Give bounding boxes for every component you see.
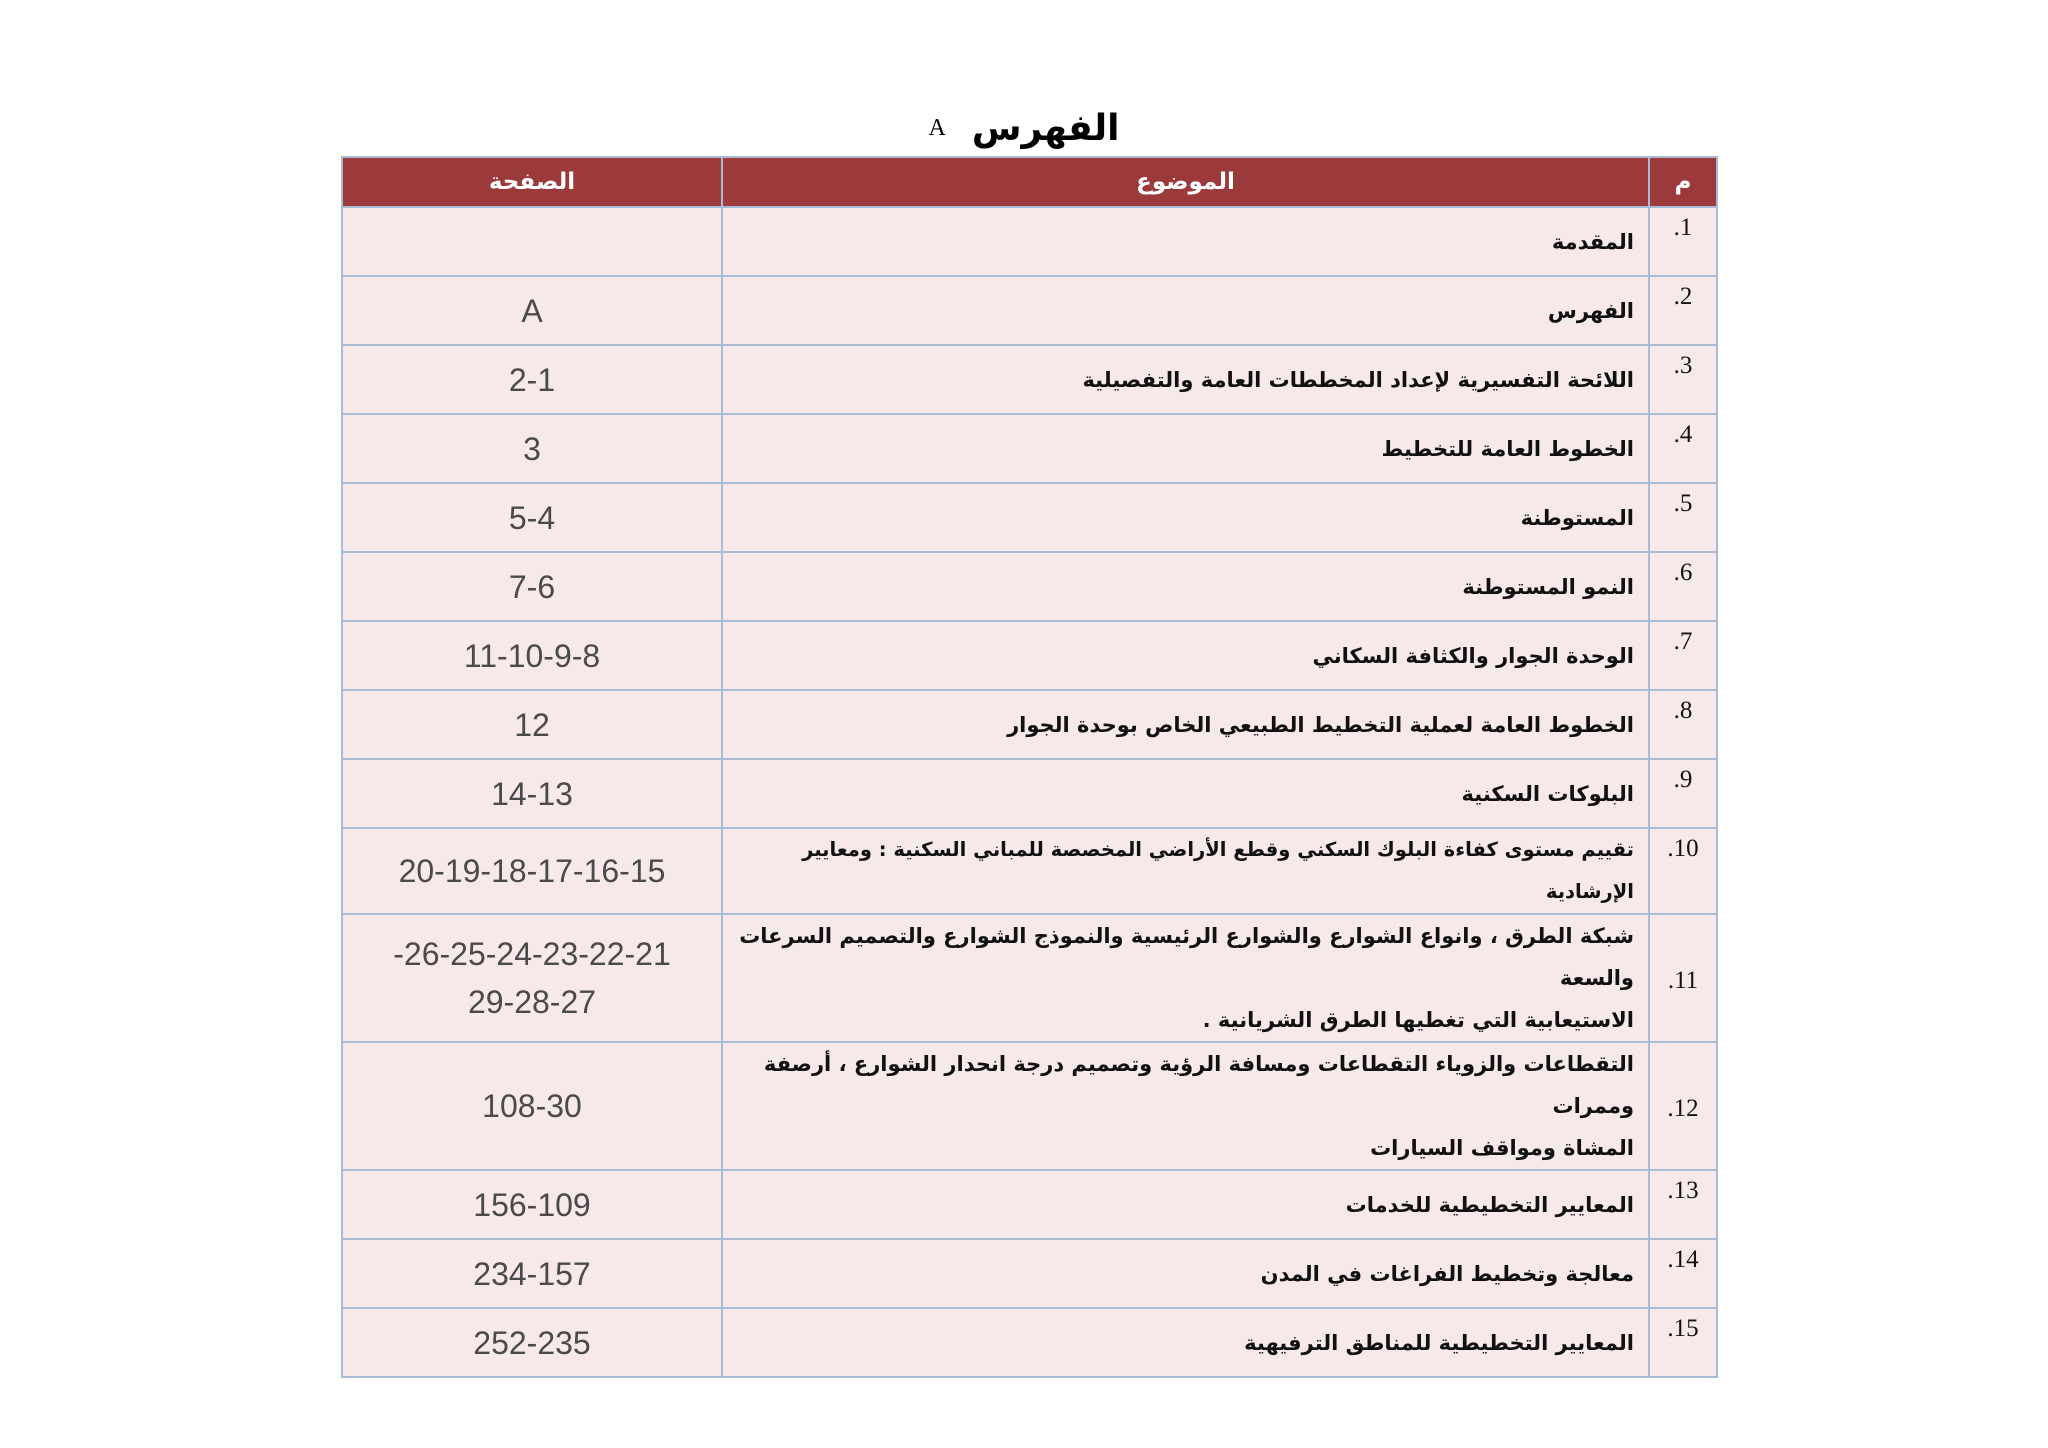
row-number: 10.	[1649, 828, 1717, 914]
row-topic: المقدمة	[722, 207, 1649, 276]
row-page: 156-109	[342, 1170, 722, 1239]
row-topic-line: شبكة الطرق ، وانواع الشوارع والشوارع الرئيسية والنموذج الشوارع والتصميم السرعات والسعة	[739, 924, 1634, 990]
table-row	[342, 207, 1717, 276]
row-topic	[722, 914, 1649, 1042]
row-page-line: 29-28-27	[467, 984, 597, 1020]
table-row	[342, 345, 1717, 414]
table-row	[342, 759, 1717, 828]
table-row	[342, 483, 1717, 552]
row-page: 7-6	[342, 552, 722, 621]
row-number: 8.	[1649, 690, 1717, 759]
row-page: 234-157	[342, 1239, 722, 1308]
row-page: 2-1	[342, 345, 722, 414]
row-page	[342, 914, 722, 1042]
table-row	[342, 914, 1717, 1042]
row-page: 252-235	[342, 1308, 722, 1377]
row-page	[342, 207, 722, 276]
row-number: 13.	[1649, 1170, 1717, 1239]
row-page: 108-30	[342, 1042, 722, 1170]
row-page: A	[342, 276, 722, 345]
row-topic: المعايير التخطيطية للمناطق الترفيهية	[722, 1308, 1649, 1377]
row-page: 11-10-9-8	[342, 621, 722, 690]
row-number: 15.	[1649, 1308, 1717, 1377]
header-page: الصفحة	[342, 157, 722, 207]
table-header-row	[342, 157, 1717, 207]
row-number: 6.	[1649, 552, 1717, 621]
row-topic: تقييم مستوى كفاءة البلوك السكني وقطع الأراضي المخصصة للمباني السكنية : ومعايير الإرشادية	[722, 828, 1649, 914]
document-title	[0, 103, 2048, 153]
row-page: 5-4	[342, 483, 722, 552]
row-number: 5.	[1649, 483, 1717, 552]
row-number: 9.	[1649, 759, 1717, 828]
title-text: الفهرس	[971, 107, 1120, 149]
header-num: م	[1649, 157, 1717, 207]
row-topic-line: التقطاعات والزوياء التقطاعات ومسافة الرؤية وتصميم درجة انحدار الشوارع ، أرصفة وممرات	[763, 1052, 1634, 1118]
row-topic: الفهرس	[722, 276, 1649, 345]
row-number: 12.	[1649, 1042, 1717, 1170]
row-topic: النمو المستوطنة	[722, 552, 1649, 621]
row-topic: اللائحة التفسيرية لإعداد المخططات العامة والتفصيلية	[722, 345, 1649, 414]
table-row	[342, 552, 1717, 621]
table-row	[342, 1308, 1717, 1377]
row-topic-line: الاستيعابية التي تغطيها الطرق الشريانية .	[1202, 1008, 1634, 1032]
row-page: 12	[342, 690, 722, 759]
row-topic	[722, 1042, 1649, 1170]
row-topic: معالجة وتخطيط الفراغات في المدن	[722, 1239, 1649, 1308]
row-page: 20-19-18-17-16-15	[342, 828, 722, 914]
row-number: 1.	[1649, 207, 1717, 276]
table-row	[342, 1170, 1717, 1239]
row-number: 7.	[1649, 621, 1717, 690]
title-page-letter: A	[928, 114, 946, 141]
table-row	[342, 414, 1717, 483]
table-row	[342, 828, 1717, 914]
row-topic: الخطوط العامة لعملية التخطيط الطبيعي الخاص بوحدة الجوار	[722, 690, 1649, 759]
row-topic: المعايير التخطيطية للخدمات	[722, 1170, 1649, 1239]
row-page-line: -26-25-24-23-22-21	[393, 936, 671, 972]
table-row	[342, 690, 1717, 759]
row-page: 14-13	[342, 759, 722, 828]
header-topic: الموضوع	[722, 157, 1649, 207]
row-page: 3	[342, 414, 722, 483]
row-number: 11.	[1649, 914, 1717, 1042]
row-number: 14.	[1649, 1239, 1717, 1308]
index-table	[341, 156, 1718, 1378]
row-number: 3.	[1649, 345, 1717, 414]
table-row	[342, 1042, 1717, 1170]
row-topic: الوحدة الجوار والكثافة السكاني	[722, 621, 1649, 690]
table-row	[342, 276, 1717, 345]
row-number: 2.	[1649, 276, 1717, 345]
table-row	[342, 621, 1717, 690]
row-topic: المستوطنة	[722, 483, 1649, 552]
row-topic: الخطوط العامة للتخطيط	[722, 414, 1649, 483]
table-row	[342, 1239, 1717, 1308]
row-topic: البلوكات السكنية	[722, 759, 1649, 828]
row-number: 4.	[1649, 414, 1717, 483]
row-topic-line: المشاة ومواقف السيارات	[1370, 1136, 1634, 1160]
